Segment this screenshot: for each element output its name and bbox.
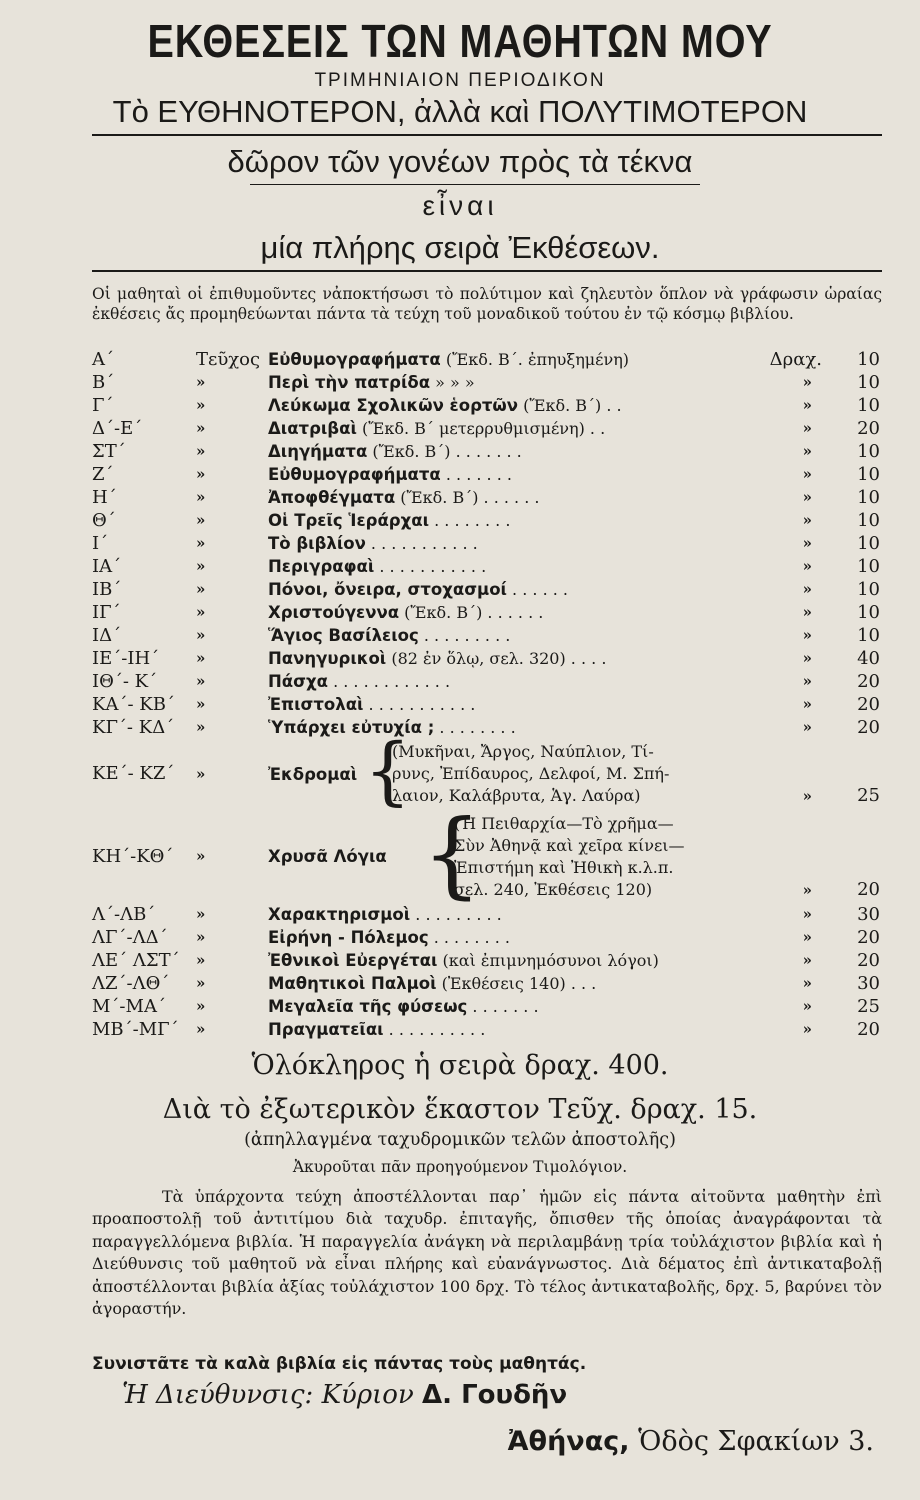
issue-code: ΚΓ΄- ΚΔ΄ [92,717,175,738]
ditto-mark: » [802,695,812,713]
ditto-mark: » [802,580,812,598]
golden-line: (Ἡ Πειθαρχία—Τὸ χρῆμα— [454,814,674,833]
address-recipient: Κύριον [321,1380,414,1410]
currency-label: Δραχ. [769,349,822,370]
issue-price: 10 [857,372,880,393]
golden-line: Ἐπιστήμη καὶ Ἠθικὴ κ.λ.π. [454,858,674,877]
issue-note: . . . . . . . [467,997,539,1016]
issue-title: Διατριβαὶ [268,419,357,438]
address-city-line [508,1426,874,1457]
issue-code: ΙΔ΄ [92,625,122,646]
issue-title: Ἅγιος Βασίλειος [268,626,419,645]
issue-price: 10 [857,441,880,462]
excursions-block [92,728,882,814]
ditto-mark: » [196,672,206,690]
issue-title: Μαθητικοὶ Παλμοὶ [268,974,437,993]
address-name: Δ. Γουδῆν [422,1380,568,1410]
issue-note: (καὶ ἐπιμνημόσυνοι λόγοι) [437,951,659,970]
ditto-mark: » [802,928,812,946]
list-item [92,995,882,1018]
list-item [92,601,882,624]
ordering-paragraph: Τὰ ὑπάρχοντα τεύχη ἀποστέλλονται παρ᾽ ἡμῶν εἰς πάντα αἰτοῦντα μαθητὴν ἐπὶ προαποστολῇ τοῦ ἀντιτίμου διὰ ταχυδρ. ἐπιταγῆς, ὄπισθεν τῆς ὁποίας ἀναγράφονται τὰ παραγγελλόμενα βιβλία. Ἡ παραγγελία ἀνάγκη νὰ περιλαμβάνῃ τρία τοὐλάχιστον βιβλία καὶ ἡ Διεύθυνσις τοῦ μαθητοῦ νὰ εἶναι πλήρης καὶ εὐανάγνωστος. Διὰ δέματος ἐπὶ ἀντικαταβολῇ ἀποστέλλονται βιβλία ἀξίας τοὐλάχιστον 100 δρχ. Τὸ τέλος ἀντικαταβολῆς, δρχ. 5, βαρύνει τὸν ἀγοραστήν. [92,1187,882,1319]
issue-title: Πόνοι, ὄνειρα, στοχασμοί [268,580,507,599]
ditto-mark: » [802,649,812,667]
issue-note: . . . . . . . [440,465,512,484]
list-item [92,348,882,371]
divider [92,134,882,136]
ditto-mark: » [802,465,812,483]
issue-code: ΙΑ΄ [92,556,122,577]
issue-price: 20 [857,950,880,971]
issue-note: (Ἔκδ. Β΄) . . . . . . [395,488,540,507]
issue-price: 30 [857,904,880,925]
issue-code: Δ΄-Ε΄ [92,418,143,439]
ditto-mark: » [196,649,206,667]
ditto-mark: » [196,928,206,946]
ditto-mark: » [196,1020,206,1038]
issue-price: 40 [857,648,880,669]
ditto-mark: » [802,626,812,644]
list-item [92,394,882,417]
ditto-mark: » [802,419,812,437]
issue-note: (82 ἐν ὅλῳ, σελ. 320) . . . . [386,649,607,668]
issue-title: Ἐπιστολαὶ [268,695,364,714]
list-item [92,509,882,532]
issue-price: 10 [857,349,880,370]
brace-icon: { [422,800,482,909]
issue-code: ΙΘ΄- Κ΄ [92,671,158,692]
ditto-mark: » [802,787,812,805]
issue-price: 10 [857,487,880,508]
issue-note: . . . . . . . . . . [383,1020,486,1039]
issue-price: 10 [857,579,880,600]
ditto-mark: » [196,557,206,575]
issue-code: Μ΄-ΜΑ΄ [92,996,166,1017]
list-item [92,486,882,509]
ditto-mark: » [196,765,206,783]
ditto-mark: » [802,534,812,552]
list-item [92,903,882,926]
series-line: μία πλήρης σειρὰ Ἐκθέσεων. [260,230,660,265]
issue-code: ΙΓ΄ [92,602,121,623]
ditto-mark: » [802,997,812,1015]
issue-code: ΛΖ΄-ΛΘ΄ [92,973,170,994]
issue-price: 30 [857,973,880,994]
ditto-mark: » [802,603,812,621]
ditto-mark: » [802,396,812,414]
ditto-mark: » [196,626,206,644]
issue-price: 20 [857,418,880,439]
ditto-mark: » [802,905,812,923]
ditto-mark: » [196,718,206,736]
main-title: ΕΚΘΕΣΕΙΣ ΤΩΝ ΜΑΘΗΤΩΝ ΜΟΥ [147,15,773,67]
list-item [92,926,882,949]
ditto-mark: » [802,881,812,899]
issue-code: Η΄ [92,487,117,508]
issue-code: ΣΤ΄ [92,441,126,462]
address-city: Ἀθήνας, [507,1426,630,1457]
issue-code: ΜΒ΄-ΜΓ΄ [92,1019,179,1040]
issue-title: Τὸ βιβλίον [268,534,366,553]
ditto-mark: » [196,442,206,460]
list-item [92,972,882,995]
gift-line: δῶρον τῶν γονέων πρὸς τὰ τέκνα [227,144,693,179]
issue-code: Γ΄ [92,395,114,416]
issue-title: Ἐκδρομαὶ [268,765,358,784]
issue-title: Χαρακτηρισμοὶ [268,905,411,924]
subtitle: ΤΡΙΜΗΝΙΑΙΟΝ ΠΕΡΙΟΔΙΚΟΝ [314,70,606,91]
issue-title: Εὐθυμογραφήματα [268,465,441,484]
issue-note: . . . . . . . . . . . . [327,672,451,691]
list-item [92,417,882,440]
issue-title: Εἰρήνη - Πόλεμος [268,928,429,947]
issue-list [92,348,882,1041]
issue-price: 10 [857,395,880,416]
golden-words-block [92,800,882,909]
issue-price: 10 [857,464,880,485]
list-item [92,693,882,716]
issue-note: (Ἔκδ. Β΄) . . . . . . . [367,442,522,461]
issue-title: Οἱ Τρεῖς Ἱεράρχαι [268,511,430,530]
list-item [92,463,882,486]
issue-code: ΚΑ΄- ΚΒ΄ [92,694,175,715]
issue-price: 20 [857,1019,880,1040]
ditto-mark: » [196,396,206,414]
issue-code: ΚΕ΄- ΚΖ΄ [92,763,175,784]
issue-price: 20 [857,927,880,948]
list-item [92,670,882,693]
cancel-note: Ἀκυροῦται πᾶν προηγούμενον Τιμολόγιον. [292,1158,628,1176]
issue-title: Πραγματεῖαι [268,1020,384,1039]
list-item [92,371,882,394]
ditto-mark: » [196,419,206,437]
brace-icon: { [364,728,412,814]
ditto-mark: » [196,905,206,923]
is-line: εἶναι [422,190,498,221]
issue-label: Τεῦχος [196,349,261,370]
issue-title: Χριστούγεννα [268,603,400,622]
issue-note: (Ἔκδ. Β΄ μετερρυθμισμένη) . . [356,419,606,438]
ditto-mark: » [196,847,206,865]
issue-price: 20 [857,694,880,715]
issue-note: . . . . . . . . . [418,626,511,645]
list-item [92,1018,882,1041]
list-item [92,440,882,463]
issue-note: (Ἔκδ. Β΄) . . [518,396,622,415]
issue-title: Λεύκωμα Σχολικῶν ἑορτῶν [268,396,518,415]
issue-code: ΙΕ΄-ΙΗ΄ [92,648,160,669]
list-item [92,578,882,601]
list-item [92,949,882,972]
issue-price: 20 [857,671,880,692]
tagline: Τὸ ΕΥΘΗΝΟΤΕΡΟΝ, ἀλλὰ καὶ ΠΟΛΥΤΙΜΟΤΕΡΟΝ [112,94,808,129]
issue-title: Διηγήματα [268,442,368,461]
list-item [92,532,882,555]
ditto-mark: » [196,465,206,483]
issue-note: . . . . . . . . . . . [363,695,476,714]
issue-note: » » » [430,373,475,392]
list-item [92,716,882,739]
total-price: Ὁλόκληρος ἡ σειρὰ δραχ. 400. [251,1050,669,1081]
ditto-mark: » [802,442,812,460]
issue-code: ΚΗ΄-ΚΘ΄ [92,846,174,867]
issue-price: 10 [857,556,880,577]
ditto-mark: » [802,1020,812,1038]
ditto-mark: » [196,997,206,1015]
list-item [92,555,882,578]
golden-line: Σὺν Ἀθηνᾷ καὶ χεῖρα κίνει— [454,836,685,855]
ditto-mark: » [196,695,206,713]
items-group [92,371,882,739]
excursions-line: ρυνς, Ἐπίδαυρος, Δελφοί, Μ. Σπή- [392,764,670,783]
list-item [92,624,882,647]
issue-code: Β΄ [92,372,115,393]
divider [250,184,700,185]
issue-note: . . . . . . . . . [410,905,502,924]
issue-title: Ἐθνικοὶ Εὐεργέται [268,951,438,970]
ditto-mark: » [802,951,812,969]
ditto-mark: » [196,534,206,552]
issue-code: Α΄ [92,349,114,370]
recommend-line: Συνιστᾶτε τὰ καλὰ βιβλία εἰς πάντας τοὺς μαθητάς. [92,1354,587,1374]
issue-note: . . . . . . . . . . . [374,557,487,576]
issue-note: . . . . . . . . [434,718,516,737]
ditto-mark: » [802,974,812,992]
issue-title: Πάσχα [268,672,328,691]
ditto-mark: » [196,373,206,391]
issue-note: . . . . . . . . . . . [365,534,478,553]
address-label: Ἡ Διεύθυνσις: [122,1380,314,1410]
excursions-line: (Μυκῆναι, Ἄργος, Ναύπλιον, Τί- [392,742,654,761]
ditto-mark: » [196,603,206,621]
issue-code: ΙΒ΄ [92,579,122,600]
issue-code: Ζ΄ [92,464,114,485]
postage-note: (ἀπηλλαγμένα ταχυδρομικῶν τελῶν ἀποστολῆς) [244,1130,676,1150]
issue-title: Πανηγυρικοὶ [268,649,387,668]
issue-code: Θ΄ [92,510,116,531]
issue-price: 25 [857,996,880,1017]
issue-code: Ι΄ [92,533,109,554]
ditto-mark: » [802,718,812,736]
issue-code: ΛΓ΄-ΛΔ΄ [92,927,168,948]
issue-price: 10 [857,510,880,531]
issue-price: 10 [857,602,880,623]
ditto-mark: » [802,557,812,575]
golden-line: σελ. 240, Ἐκθέσεις 120) [454,880,653,899]
issue-price: 20 [857,717,880,738]
issue-code: Λ΄-ΛΒ΄ [92,904,156,925]
address-street: Ὁδὸς Σφακίων 3. [638,1426,874,1457]
issue-title: Μεγαλεῖα τῆς φύσεως [268,997,468,1016]
ditto-mark: » [196,951,206,969]
issue-title: Ὑπάρχει εὐτυχία ; [268,718,435,737]
items-group [92,903,882,1041]
issue-title: Ἀποφθέγματα [268,488,396,507]
ditto-mark: » [802,672,812,690]
issue-note: . . . . . . . . [428,928,510,947]
ditto-mark: » [196,974,206,992]
issue-note: (Ἔκδ. Β΄. ἐπηυξημένη) [440,350,630,369]
ditto-mark: » [802,511,812,529]
issue-note: (Ἔκδ. Β΄) . . . . . . [399,603,544,622]
issue-price: 25 [857,785,880,806]
ditto-mark: » [196,511,206,529]
list-item [92,647,882,670]
excursions-line: λαιον, Καλάβρυτα, Ἁγ. Λαύρα) [392,786,641,805]
issue-title: Χρυσᾶ Λόγια [268,847,387,866]
issue-note: . . . . . . . . [429,511,511,530]
issue-title: Περὶ τὴν πατρίδα [268,373,431,392]
issue-price: 20 [857,879,880,900]
ditto-mark: » [802,373,812,391]
issue-title: Εὐθυμογραφήματα [268,350,441,369]
divider [92,270,882,272]
issue-note: . . . . . . [506,580,568,599]
foreign-price: Διὰ τὸ ἐξωτερικὸν ἕκαστον Τεῦχ. δραχ. 15. [162,1094,758,1125]
ditto-mark: » [196,488,206,506]
intro-paragraph: Οἱ μαθηταὶ οἱ ἐπιθυμοῦντες νἀποκτήσωσι τὸ πολύτιμον καὶ ζηλευτὸν ὅπλον νὰ γράφωσιν ὡραίας ἐκθέσεις ἄς προμηθεύωνται πάντα τὰ τεύχη τοῦ μοναδικοῦ τούτου ἐν τῷ κόσμῳ βιβλίου. [92,285,882,323]
issue-code: ΛΕ΄ ΛΣΤ΄ [92,950,180,971]
ditto-mark: » [802,488,812,506]
issue-price: 10 [857,533,880,554]
ditto-mark: » [196,580,206,598]
issue-title: Περιγραφαὶ [268,557,375,576]
issue-price: 10 [857,625,880,646]
issue-note: (Ἐκθέσεις 140) . . . [436,974,597,993]
address-line [122,1380,567,1410]
